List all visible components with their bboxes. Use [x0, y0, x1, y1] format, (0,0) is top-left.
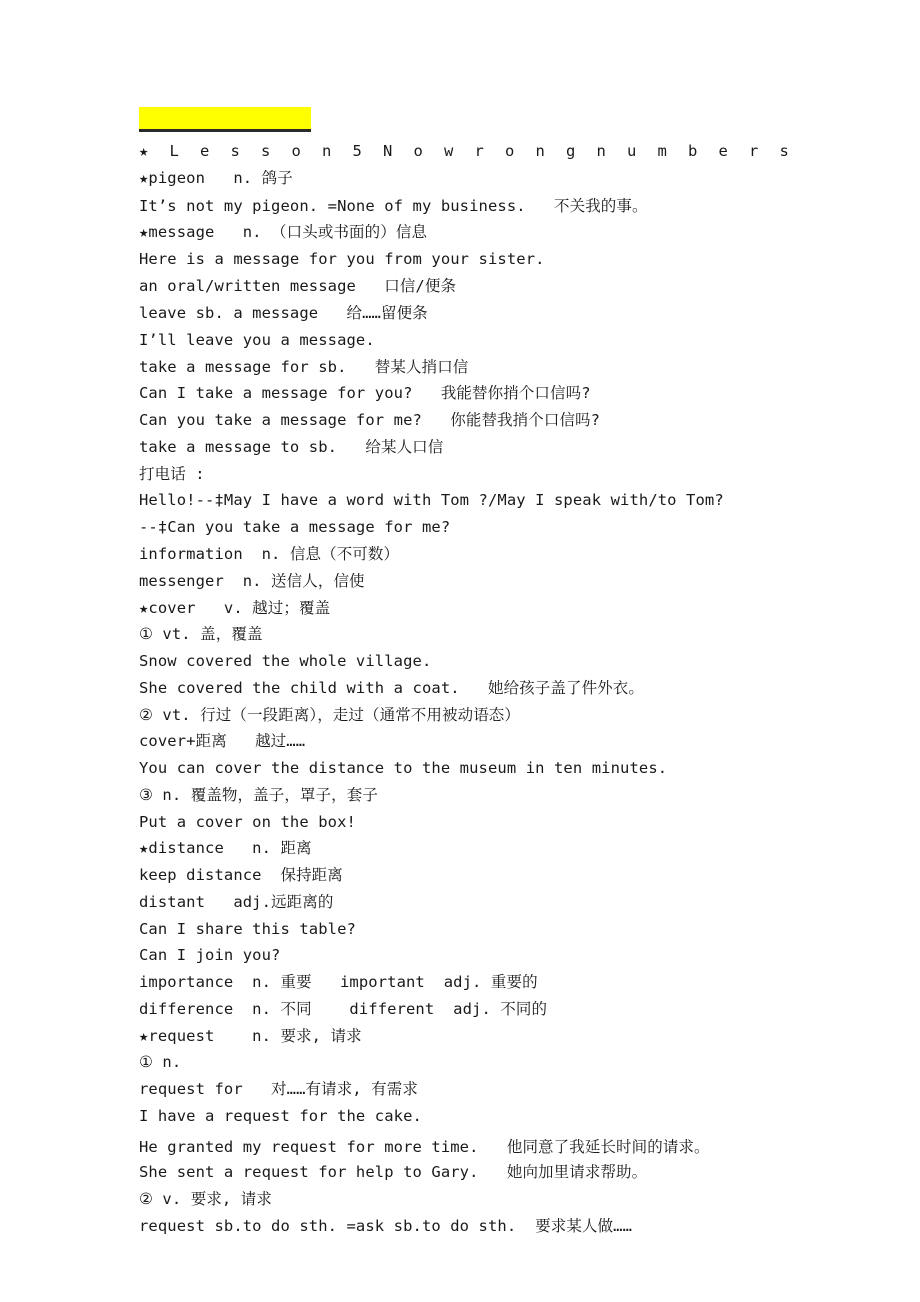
- text-line: ★cover v. 越过；覆盖: [139, 599, 331, 617]
- text-line: ★pigeon n. 鸽子: [139, 169, 293, 187]
- title-char: o: [291, 142, 301, 160]
- text-line: Hello!--‡May I have a word with Tom ?/May I speak with/to Tom?: [139, 491, 724, 509]
- text-line: She covered the child with a coat. 她给孩子盖了件外衣。: [139, 679, 644, 697]
- title-char: o: [505, 142, 515, 160]
- title-char: e: [200, 142, 210, 160]
- text-line: distant adj.远距离的: [139, 893, 334, 911]
- text-line: ② v. 要求, 请求: [139, 1190, 272, 1208]
- text-line: importance n. 重要 important adj. 重要的: [139, 973, 538, 991]
- text-line: Here is a message for you from your sister.: [139, 250, 545, 268]
- text-line: ★distance n. 距离: [139, 839, 312, 857]
- title-char: u: [627, 142, 637, 160]
- text-line: Snow covered the whole village.: [139, 652, 432, 670]
- title-char: m: [657, 142, 667, 160]
- text-line: an oral/written message 口信/便条: [139, 277, 457, 295]
- title-char: s: [779, 142, 789, 160]
- text-line: --‡Can you take a message for me?: [139, 518, 451, 536]
- text-line: It’s not my pigeon. =None of my business. 不关我的事。: [139, 197, 648, 215]
- title-char: n: [322, 142, 332, 160]
- text-line: request sb.to do sth. =ask sb.to do sth. 要求某人做……: [139, 1217, 632, 1235]
- title-char: r: [474, 142, 484, 160]
- text-line: Can I share this table?: [139, 920, 356, 938]
- title-char: g: [566, 142, 576, 160]
- lesson-title: [139, 141, 789, 161]
- title-char: L: [169, 142, 179, 160]
- text-line: I’ll leave you a message.: [139, 331, 375, 349]
- title-char: r: [749, 142, 759, 160]
- title-char: o: [413, 142, 423, 160]
- text-line: difference n. 不同 different adj. 不同的: [139, 1000, 548, 1018]
- title-char: 5: [352, 142, 362, 160]
- text-line: leave sb. a message 给……留便条: [139, 304, 428, 322]
- text-line: You can cover the distance to the museum in ten minutes.: [139, 759, 668, 777]
- text-line: She sent a request for help to Gary. 她向加里请求帮助。: [139, 1163, 648, 1181]
- title-char: N: [383, 142, 393, 160]
- text-line: cover+距离 越过……: [139, 732, 306, 750]
- text-line: Can you take a message for me? 你能替我捎个口信吗?: [139, 411, 601, 429]
- text-line: keep distance 保持距离: [139, 866, 343, 884]
- text-line: messenger n. 送信人，信使: [139, 572, 365, 590]
- text-line: ★request n. 要求, 请求: [139, 1027, 362, 1045]
- text-line: ① n.: [139, 1053, 182, 1071]
- highlight-bar: [139, 107, 311, 132]
- text-line: I have a request for the cake.: [139, 1107, 422, 1125]
- title-char: n: [535, 142, 545, 160]
- text-line: ① vt. 盖，覆盖: [139, 625, 263, 643]
- title-char: w: [444, 142, 454, 160]
- text-line: He granted my request for more time. 他同意了我延长时间的请求。: [139, 1138, 710, 1156]
- text-line: ③ n. 覆盖物，盖子，罩子，套子: [139, 786, 378, 804]
- title-char: e: [718, 142, 728, 160]
- title-char: ★: [139, 142, 149, 160]
- title-char: n: [596, 142, 606, 160]
- title-char: s: [261, 142, 271, 160]
- text-line: Put a cover on the box!: [139, 813, 356, 831]
- title-char: s: [230, 142, 240, 160]
- text-line: ★message n. （口头或书面的）信息: [139, 223, 428, 241]
- text-line: take a message to sb. 给某人口信: [139, 438, 444, 456]
- text-line: Can I join you?: [139, 946, 281, 964]
- text-line: request for 对……有请求, 有需求: [139, 1080, 418, 1098]
- text-line: information n. 信息（不可数）: [139, 545, 400, 563]
- title-char: b: [688, 142, 698, 160]
- text-line: take a message for sb. 替某人捎口信: [139, 358, 469, 376]
- text-line: 打电话 :: [139, 465, 205, 483]
- text-line: ② vt. 行过（一段距离），走过（通常不用被动语态）: [139, 706, 521, 724]
- text-line: Can I take a message for you? 我能替你捎个口信吗?: [139, 384, 591, 402]
